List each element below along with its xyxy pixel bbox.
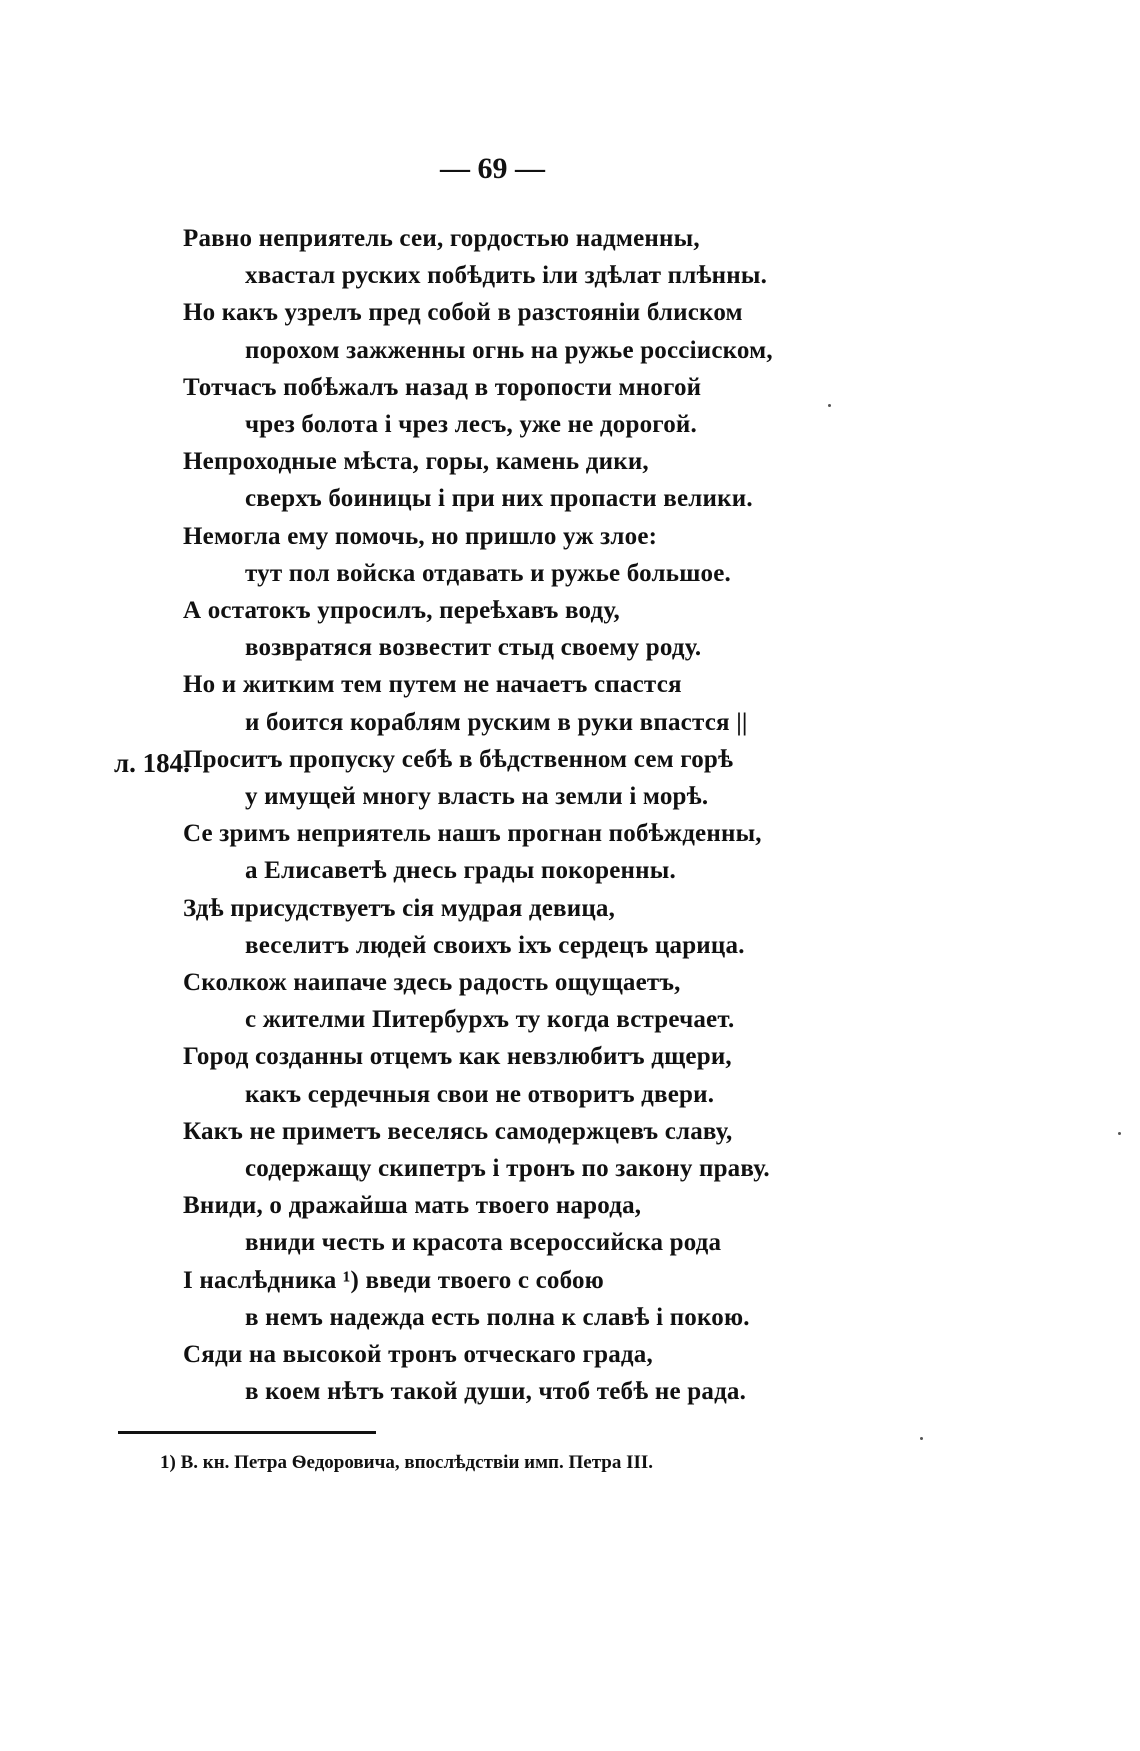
verse-line: Вниди, о дражайша мать твоего народа, xyxy=(183,1192,642,1219)
verse-line: порохом зажженны огнь на ружье россiиском, xyxy=(245,337,773,364)
verse-line: Равно неприятель сеи, гордостью надменны, xyxy=(183,225,700,252)
verse-line: Сколкож наипаче здесь радость ощущаетъ, xyxy=(183,969,681,996)
paper-speck xyxy=(920,1437,923,1440)
verse-line: в немъ надежда есть полна к славѣ i покою. xyxy=(245,1304,750,1331)
verse-line: и боится кораблям руским в руки впастся || xyxy=(245,709,748,736)
verse-line: Тотчасъ побѣжалъ назад в торопости многой xyxy=(183,374,702,401)
verse-line: содержащу скипетръ i тронъ по закону праву. xyxy=(245,1155,770,1182)
verse-line: Непроходные мѣста, горы, камень дики, xyxy=(183,448,649,475)
verse-line: Здѣ присудствуетъ сiя мудрая девица, xyxy=(183,895,616,922)
footnote: 1) В. кн. Петра Ѳедоровича, впослѣдствiи имп. Петра III. xyxy=(160,1452,654,1473)
verse-line: Проситъ пропуску себѣ в бѣдственном сем горѣ xyxy=(183,746,734,773)
verse-line: Сяди на высокой тронъ отческаго града, xyxy=(183,1341,653,1368)
folio-marker: л. 184. xyxy=(114,748,190,778)
verse-line: Какъ не приметъ веселясь самодержцевъ славу, xyxy=(183,1118,733,1145)
verse-line: Город созданны отцемъ как невзлюбитъ дщери, xyxy=(183,1043,732,1070)
verse-line: Се зримъ неприятель нашъ прогнан побѣжденны, xyxy=(183,820,762,847)
verse-line: у имущей многу власть на земли i морѣ. xyxy=(245,783,709,810)
verse-line: а Елисаветѣ днесь грады покоренны. xyxy=(245,857,676,884)
verse-line: вниди честь и красота всероссийска рода xyxy=(245,1229,722,1256)
verse-line: веселитъ людей своихъ iхъ сердецъ царица. xyxy=(245,932,745,959)
verse-line: А остатокъ упросилъ, переѣхавъ воду, xyxy=(183,597,621,624)
verse-line: хвастал руских побѣдить iли здѣлат плѣнны. xyxy=(245,262,768,289)
verse-line: чрез болота i чрез лесъ, уже не дорогой. xyxy=(245,411,697,438)
verse-line: возвратяся возвестит стыд своему роду. xyxy=(245,634,702,661)
verse-line: сверхъ боиницы i при них пропасти велики. xyxy=(245,485,753,512)
verse-line: в коем нѣтъ такой души, чтоб тебѣ не рада. xyxy=(245,1378,747,1405)
paper-speck xyxy=(1118,1132,1121,1135)
verse-line: какъ сердечныя свои не отворитъ двери. xyxy=(245,1081,715,1108)
verse-line: с жителми Питербурхъ ту когда встречает. xyxy=(245,1006,735,1033)
verse-line: тут пол войска отдавать и ружье большое. xyxy=(245,560,731,587)
paper-speck xyxy=(828,404,831,407)
verse-line: Немогла ему помочь, но пришло уж злое: xyxy=(183,523,658,550)
verse-line: Но и житким тем путем не начаетъ спастся xyxy=(183,671,682,698)
verse-line: I наслѣдника ¹) введи твоего с собою xyxy=(183,1267,604,1294)
verse-line: Но какъ узрелъ пред собой в разстоянiи блиском xyxy=(183,299,743,326)
footnote-rule xyxy=(118,1431,376,1434)
page-number: — 69 — xyxy=(440,152,545,185)
